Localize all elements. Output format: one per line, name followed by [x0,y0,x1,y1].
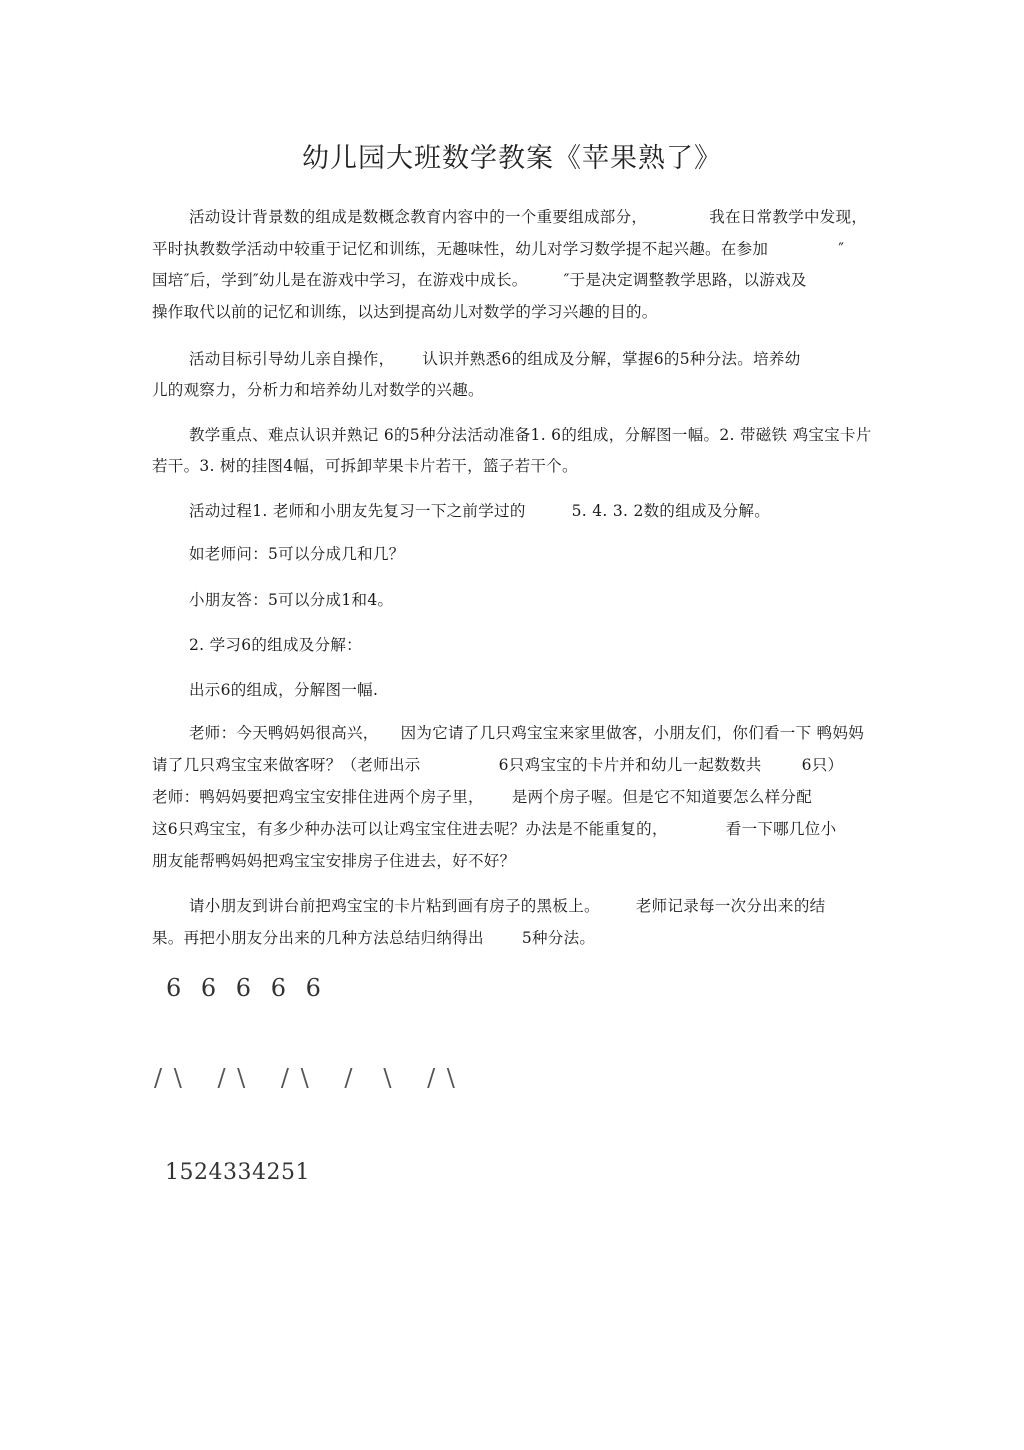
p9-line3-a: 老师：鸭妈妈要把鸡宝宝安排住进两个房子里， [152,788,484,806]
branch-2: / \ [217,1064,248,1092]
p3-line2: 若干。3. 树的挂图4幅，可拆卸苹果卡片若干，篮子若干个。 [152,457,578,475]
p9-line1 [189,721,864,743]
p1-line2-b: ″ [838,240,845,258]
p4-line1-a: 活动过程1. 老师和小朋友先复习一下之前学过的 [189,502,526,520]
p1-line4: 操作取代以前的记忆和训练，以达到提高幼儿对数学的学习兴趣的目的。 [152,303,658,321]
p9-line2-c: 6只） [801,756,844,774]
decomposition-top-numbers: 6 6 6 6 6 [166,974,327,1002]
p6-line: 小朋友答：5可以分成1和4。 [189,591,394,609]
p10-line2-b: 5种分法。 [521,929,596,947]
p1-line2-a: 平时执教数学活动中较重于记忆和训练，无趣味性，幼儿对学习数学提不起兴趣。在参加 [152,240,769,258]
document-title: 幼儿园大班数学教案《苹果熟了》 [302,143,722,174]
p9-line5: 朋友能帮鸭妈妈把鸡宝宝安排房子住进去，好不好？ [152,852,516,870]
p9-line2-b: 6只鸡宝宝的卡片并和幼儿一起数数共 [498,756,762,774]
p10-line1-b: 老师记录每一次分出来的结 [635,897,826,915]
p9-line3 [152,785,812,807]
p3-line1: 教学重点、难点认识并熟记 6的5种分法活动准备1. 6的组成，分解图一幅。2. 带磁铁 鸡宝宝卡片 [189,426,872,444]
p10-line2 [152,926,595,948]
branch-3: / \ [280,1064,311,1092]
p10-line1 [189,894,825,916]
p9-line4-a: 这6只鸡宝宝，有多少种办法可以让鸡宝宝住进去呢？办法是不能重复的， [152,820,668,838]
p9-line4-b: 看一下哪几位小 [725,820,837,838]
decomposition-bottom-numbers: 1524334251 [165,1160,310,1185]
p1-line1-b: 我在日常教学中发现， [709,208,868,226]
branch-1: / \ [154,1064,184,1092]
p1-line3 [152,268,807,290]
p9-line1-b: 因为它请了几只鸡宝宝来家里做客，小朋友们，你们看一下 鸭妈妈 [400,724,865,742]
p4-line1-b: 5. 4. 3. 2数的组成及分解。 [571,502,771,520]
p7-line: 2. 学习6的组成及分解： [189,636,362,654]
p1-line1 [189,205,867,227]
branch-5: / \ [427,1064,457,1092]
p5-line: 如老师问：5可以分成几和几？ [189,545,405,563]
p2-line1 [189,347,801,369]
p8-line: 出示6的组成，分解图一幅. [189,681,379,699]
p4-line1 [189,499,770,521]
p9-line3-b: 是两个房子喔。但是它不知道要怎么样分配 [511,788,813,806]
p9-line4 [152,817,836,839]
p9-line2-a: 请了几只鸡宝宝来做客呀？（老师出示 [152,756,421,774]
p1-line3-a: 国培″后，学到″幼儿是在游戏中学习，在游戏中成长。 [152,271,528,289]
p2-line1-b: 认识并熟悉6的组成及分解，掌握6的5种分法。培养幼 [422,350,801,368]
p1-line2 [152,237,844,259]
decomposition-branches [154,1064,481,1092]
p10-line1-a: 请小朋友到讲台前把鸡宝宝的卡片粘到画有房子的黑板上。 [189,897,600,915]
p9-line1-a: 老师：今天鸭妈妈很高兴， [189,724,379,742]
p1-line3-b: ″于是决定调整教学思路，以游戏及 [563,271,807,289]
p2-line1-a: 活动目标引导幼儿亲自操作， [189,350,395,368]
p9-line2 [152,753,843,775]
branch-4: / \ [344,1064,394,1092]
p1-line1-a: 活动设计背景数的组成是数概念教育内容中的一个重要组成部分， [189,208,648,226]
p10-line2-a: 果。再把小朋友分出来的几种方法总结归纳得出 [152,929,484,947]
p2-line2: 儿的观察力，分析力和培养幼儿对数学的兴趣。 [152,381,484,399]
